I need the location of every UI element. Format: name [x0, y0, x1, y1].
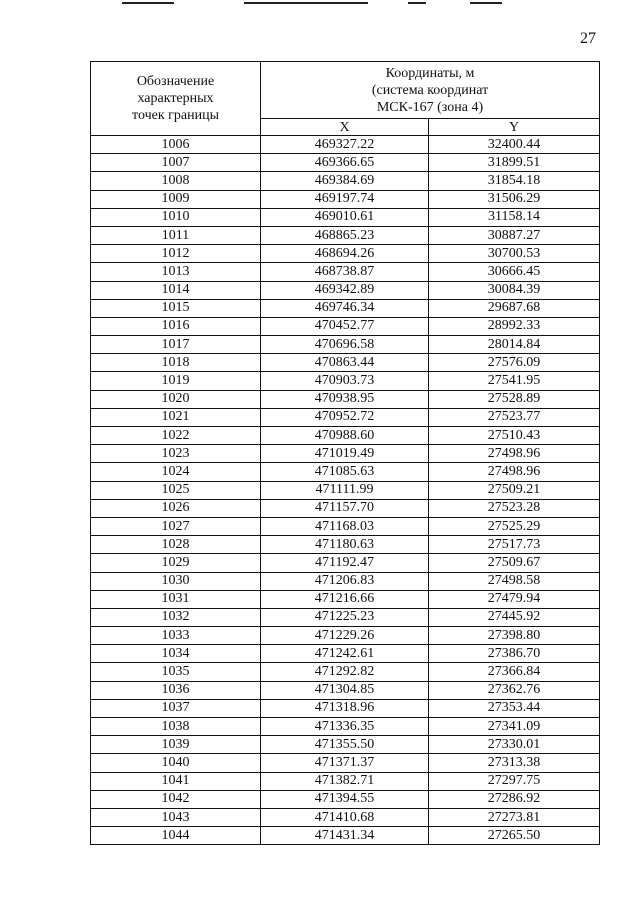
cell-x: 470696.58 [261, 336, 429, 354]
table-row [91, 627, 600, 645]
cell-point: 1012 [91, 245, 261, 263]
cell-point: 1013 [91, 263, 261, 281]
table-row [91, 390, 600, 408]
cell-x: 471180.63 [261, 536, 429, 554]
table-row [91, 590, 600, 608]
cell-y: 27509.67 [429, 554, 600, 572]
cell-x: 471216.66 [261, 590, 429, 608]
cell-point: 1019 [91, 372, 261, 390]
cell-x: 471019.49 [261, 445, 429, 463]
table-row [91, 736, 600, 754]
cell-y: 27510.43 [429, 427, 600, 445]
cell-x: 470988.60 [261, 427, 429, 445]
cell-point: 1009 [91, 190, 261, 208]
table-row [91, 154, 600, 172]
cell-y: 27498.96 [429, 463, 600, 481]
cell-x: 471431.34 [261, 827, 429, 845]
table-row [91, 263, 600, 281]
cell-x: 470863.44 [261, 354, 429, 372]
cell-x: 471336.35 [261, 718, 429, 736]
cell-x: 470903.73 [261, 372, 429, 390]
cell-y: 27286.92 [429, 790, 600, 808]
table-row [91, 827, 600, 845]
cell-point: 1016 [91, 317, 261, 335]
cell-y: 27366.84 [429, 663, 600, 681]
table-row [91, 481, 600, 499]
table-row [91, 445, 600, 463]
cell-y: 27479.94 [429, 590, 600, 608]
cell-y: 27517.73 [429, 536, 600, 554]
cell-y: 27386.70 [429, 645, 600, 663]
table-row [91, 772, 600, 790]
table-row [91, 645, 600, 663]
cell-point: 1015 [91, 299, 261, 317]
cell-x: 471355.50 [261, 736, 429, 754]
table-row [91, 536, 600, 554]
table-row [91, 190, 600, 208]
table-row [91, 427, 600, 445]
cell-point: 1026 [91, 499, 261, 517]
cell-y: 27398.80 [429, 627, 600, 645]
header-x: X [261, 119, 429, 136]
cell-y: 27498.96 [429, 445, 600, 463]
cell-point: 1030 [91, 572, 261, 590]
table-row [91, 699, 600, 717]
cell-x: 471229.26 [261, 627, 429, 645]
cell-y: 31506.29 [429, 190, 600, 208]
cell-y: 27353.44 [429, 699, 600, 717]
table-row [91, 317, 600, 335]
cell-point: 1025 [91, 481, 261, 499]
cell-y: 27313.38 [429, 754, 600, 772]
cell-x: 470452.77 [261, 317, 429, 335]
header-point-designation: Обозначение характерных точек границы [91, 62, 261, 136]
cell-x: 469746.34 [261, 299, 429, 317]
table-row [91, 517, 600, 535]
cell-y: 32400.44 [429, 136, 600, 154]
cell-x: 468865.23 [261, 226, 429, 244]
table-row [91, 681, 600, 699]
cell-y: 27509.21 [429, 481, 600, 499]
cell-point: 1040 [91, 754, 261, 772]
cell-y: 27523.28 [429, 499, 600, 517]
table-row [91, 663, 600, 681]
cell-point: 1043 [91, 808, 261, 826]
cell-x: 471192.47 [261, 554, 429, 572]
top-scan-marks [0, 0, 640, 8]
cell-y: 27528.89 [429, 390, 600, 408]
cell-point: 1010 [91, 208, 261, 226]
cell-x: 471168.03 [261, 517, 429, 535]
table-row [91, 245, 600, 263]
table-row [91, 608, 600, 626]
cell-y: 30084.39 [429, 281, 600, 299]
cell-y: 27330.01 [429, 736, 600, 754]
table-row [91, 718, 600, 736]
cell-y: 31899.51 [429, 154, 600, 172]
cell-point: 1021 [91, 408, 261, 426]
cell-x: 469327.22 [261, 136, 429, 154]
cell-y: 30887.27 [429, 226, 600, 244]
cell-point: 1039 [91, 736, 261, 754]
table-row [91, 299, 600, 317]
page-number: 27 [580, 30, 596, 47]
cell-point: 1033 [91, 627, 261, 645]
table-row [91, 281, 600, 299]
cell-point: 1006 [91, 136, 261, 154]
cell-y: 28992.33 [429, 317, 600, 335]
cell-x: 471371.37 [261, 754, 429, 772]
table-row [91, 572, 600, 590]
cell-point: 1035 [91, 663, 261, 681]
cell-x: 471318.96 [261, 699, 429, 717]
table-body [91, 136, 600, 845]
cell-point: 1020 [91, 390, 261, 408]
cell-x: 471304.85 [261, 681, 429, 699]
cell-point: 1014 [91, 281, 261, 299]
cell-point: 1032 [91, 608, 261, 626]
cell-point: 1044 [91, 827, 261, 845]
cell-x: 471292.82 [261, 663, 429, 681]
cell-point: 1037 [91, 699, 261, 717]
cell-y: 30700.53 [429, 245, 600, 263]
table-row [91, 208, 600, 226]
cell-y: 31854.18 [429, 172, 600, 190]
cell-point: 1022 [91, 427, 261, 445]
table-row [91, 790, 600, 808]
table-row [91, 354, 600, 372]
cell-point: 1042 [91, 790, 261, 808]
cell-y: 28014.84 [429, 336, 600, 354]
cell-y: 27341.09 [429, 718, 600, 736]
cell-x: 471242.61 [261, 645, 429, 663]
cell-point: 1034 [91, 645, 261, 663]
table-row [91, 372, 600, 390]
cell-point: 1031 [91, 590, 261, 608]
cell-point: 1008 [91, 172, 261, 190]
table-row [91, 554, 600, 572]
cell-x: 469342.89 [261, 281, 429, 299]
cell-x: 471206.83 [261, 572, 429, 590]
cell-y: 31158.14 [429, 208, 600, 226]
cell-y: 27362.76 [429, 681, 600, 699]
header-y: Y [429, 119, 600, 136]
cell-y: 27297.75 [429, 772, 600, 790]
table-row [91, 136, 600, 154]
cell-x: 470952.72 [261, 408, 429, 426]
cell-y: 27541.95 [429, 372, 600, 390]
cell-y: 27498.58 [429, 572, 600, 590]
cell-x: 471111.99 [261, 481, 429, 499]
cell-y: 27273.81 [429, 808, 600, 826]
cell-y: 30666.45 [429, 263, 600, 281]
table-row [91, 336, 600, 354]
cell-point: 1029 [91, 554, 261, 572]
cell-x: 469197.74 [261, 190, 429, 208]
cell-x: 471410.68 [261, 808, 429, 826]
table-row [91, 226, 600, 244]
cell-y: 29687.68 [429, 299, 600, 317]
cell-x: 471382.71 [261, 772, 429, 790]
table-row [91, 463, 600, 481]
table-row [91, 408, 600, 426]
cell-point: 1023 [91, 445, 261, 463]
cell-point: 1041 [91, 772, 261, 790]
cell-x: 471394.55 [261, 790, 429, 808]
table-row [91, 172, 600, 190]
cell-point: 1024 [91, 463, 261, 481]
cell-point: 1036 [91, 681, 261, 699]
coordinates-table [90, 61, 600, 845]
cell-point: 1017 [91, 336, 261, 354]
cell-y: 27525.29 [429, 517, 600, 535]
cell-x: 468738.87 [261, 263, 429, 281]
cell-x: 469010.61 [261, 208, 429, 226]
cell-x: 468694.26 [261, 245, 429, 263]
cell-point: 1028 [91, 536, 261, 554]
cell-x: 470938.95 [261, 390, 429, 408]
table-row [91, 754, 600, 772]
table-row [91, 499, 600, 517]
cell-point: 1038 [91, 718, 261, 736]
cell-x: 469366.65 [261, 154, 429, 172]
table-row [91, 808, 600, 826]
cell-y: 27445.92 [429, 608, 600, 626]
cell-y: 27523.77 [429, 408, 600, 426]
cell-point: 1018 [91, 354, 261, 372]
cell-x: 471225.23 [261, 608, 429, 626]
cell-x: 471085.63 [261, 463, 429, 481]
cell-x: 469384.69 [261, 172, 429, 190]
cell-y: 27576.09 [429, 354, 600, 372]
header-coordinates: Координаты, м (система координат МСК-167 (зона 4) [261, 62, 600, 119]
cell-point: 1007 [91, 154, 261, 172]
cell-point: 1011 [91, 226, 261, 244]
cell-point: 1027 [91, 517, 261, 535]
cell-x: 471157.70 [261, 499, 429, 517]
cell-y: 27265.50 [429, 827, 600, 845]
